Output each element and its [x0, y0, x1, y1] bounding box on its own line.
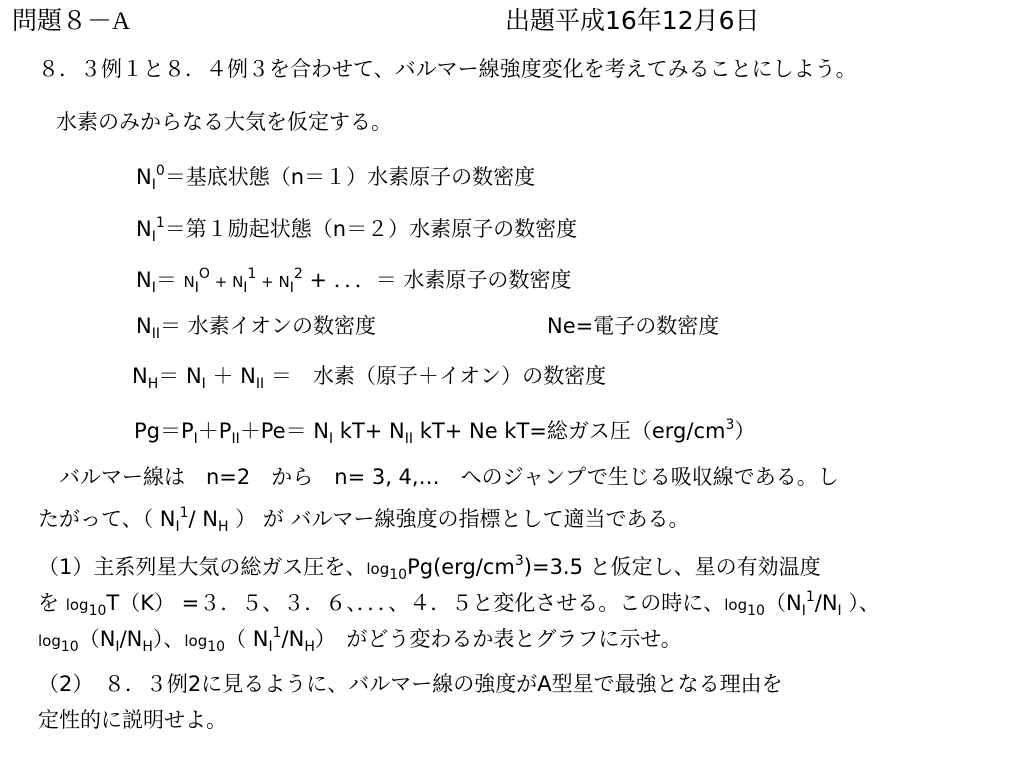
problem-title: [12, 6, 130, 37]
question2-line2: 定性的に説明せよ。: [38, 708, 227, 732]
problem-letter: A: [112, 8, 131, 35]
question2-line1: （2） ８．３例2に見るように、バルマー線の強度がA型星で最強となる理由を: [38, 672, 783, 696]
question1-line1: （1）主系列星大気の総ガス圧を、$\log_{10}Pg(erg/cm^3)=3.5$ と仮定し、星の有効温度: [38, 553, 821, 583]
balmer-explanation-line2: たがって、（ $N_I^1/$ $N_H$ ） が バルマー線強度の指標として適当である。: [38, 505, 690, 535]
assumption-text: 水素のみからなる大気を仮定する。: [56, 110, 392, 134]
question1-line2: を $\log_{10}T(K) =3$．５、３．６、．．．、４．５と変化させる。この時に、$\log_{10}(N_I^1/N_I$ ）、: [38, 589, 880, 619]
intro-text: ８．３例１と８．４例３を合わせて、バルマー線強度変化を考えてみることにしよう。: [38, 57, 857, 81]
definition-first-excited: $N_I^1=$第１励起状態（n＝２）水素原子の数密度: [136, 215, 578, 245]
balmer-explanation-line1: バルマー線は n=2 から n= 3, 4,… へのジャンプで生じる吸収線である。し: [38, 465, 839, 489]
definition-ions: $N_{II}=$ 水素イオンの数密度: [136, 314, 377, 342]
question1-line3: $\log_{10}(N_I/N_H)$、$\log_{10}$（ $N_I^1/N_H$） がどう変わるか表とグラフに示せ。: [38, 625, 682, 655]
definition-electrons: Ne=電子の数密度: [547, 314, 720, 338]
issue-date: 出題平成16年12月6日: [505, 6, 760, 35]
definition-gas-pressure: $Pg=P_I+P_{II}+Pe= N_I$ $kT+ N_{II}$ kT+ Ne kT=総ガス圧$(erg/cm^3)$: [134, 417, 756, 447]
definition-total-atoms: $N_I= N_I^O + N_I^1 + N_I^2$ + ．．．＝ 水素原子の数密度: [136, 266, 572, 296]
definition-ground-state: $N_I^0=$基底状態（n＝１）水素原子の数密度: [136, 163, 536, 193]
problem-number: 問題８－: [12, 6, 113, 35]
definition-hydrogen-total: $N_H= N_I + N_{II}$ ＝ 水素（原子＋イオン）の数密度: [132, 364, 607, 392]
